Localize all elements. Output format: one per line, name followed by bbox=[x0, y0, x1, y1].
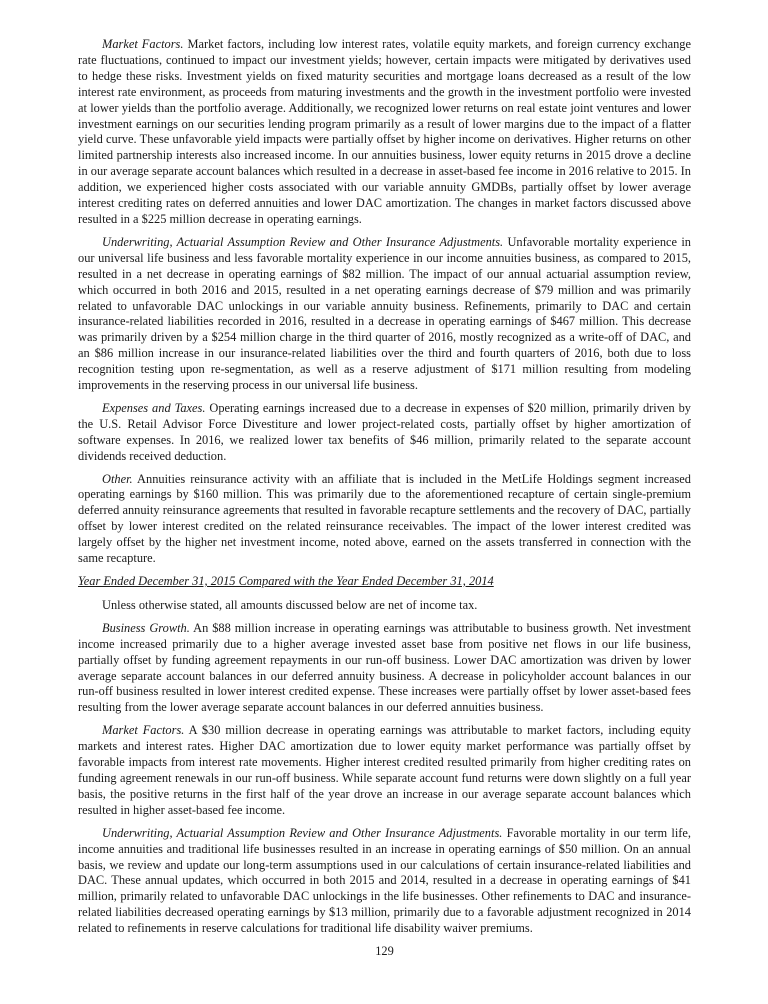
paragraph-market-factors-2016 bbox=[78, 37, 691, 228]
paragraph-lead: Other. bbox=[102, 471, 133, 486]
page-number: 129 bbox=[375, 944, 394, 959]
paragraph-underwriting-2016 bbox=[78, 235, 691, 394]
paragraph-lead: Underwriting, Actuarial Assumption Review and Other Insurance Adjustments. bbox=[102, 825, 503, 840]
paragraph-other-2016 bbox=[78, 472, 691, 567]
paragraph-body: Annuities reinsurance activity with an affiliate that is included in the MetLife Holdings segment increased operating earnings by $160 million. This was primarily due to the aforementioned recapture of certain single-premium deferred annuity reinsurance agreements that resulted in favorable recapture settlements and the recovery of DAC, partially offset by lower interest credited on the related reinsurance receivables. The impact of the lower interest credited was largely offset by the higher net investment income, noted above, earned on the assets transferred in connection with the same recapture. bbox=[78, 471, 691, 566]
paragraph-market-factors-2015 bbox=[78, 723, 691, 818]
paragraph-lead: Underwriting, Actuarial Assumption Review and Other Insurance Adjustments. bbox=[102, 234, 504, 249]
paragraph-body: Favorable mortality in our term life, income annuities and traditional life businesses resulted in an increase in operating earnings of $50 million. On an annual basis, we review and update our long-term assumptions used in our calculations of certain insurance-related liabilities and DAC. These annual updates, which occurred in both 2015 and 2014, resulted in a decrease in operating earnings of $41 million, primarily related to unfavorable DAC unlockings in the life businesses. Other refinements to DAC and insurance-related liabilities decreased operating earnings by $13 million, primarily due to a favorable adjustment recognized in 2014 related to refinements in reserve calculations for traditional life disability waiver premiums. bbox=[78, 825, 691, 936]
paragraph-business-growth-2015 bbox=[78, 621, 691, 716]
paragraph-body: A $30 million decrease in operating earnings was attributable to market factors, including equity markets and interest rates. Higher DAC amortization due to lower equity market performance was partially offset by favorable impacts from interest rate movements. Higher interest credited resulted primarily from higher crediting rates on funding agreement renewals in our run-off business. While separate account fund returns were down slightly on a full year basis, the positive returns in the first half of the year drove an increase in our average separate account balances which resulted in higher asset-based fee income. bbox=[78, 723, 691, 817]
paragraph-lead: Business Growth. bbox=[102, 620, 190, 635]
paragraph-expenses-taxes-2016 bbox=[78, 401, 691, 465]
paragraph-lead: Market Factors. bbox=[102, 723, 185, 738]
paragraph-body: An $88 million increase in operating earnings was attributable to business growth. Net investment income increased primarily due to a higher average invested asset base from positive net flows in our life business, partially offset by funding agreement repayments in our run-off business. Lower DAC amortization was driven by lower average separate account balances in our deferred annuity business. A decrease in policyholder account balances in our run-off business resulted in lower interest credited expense. These increases were partially offset by lower asset-based fees resulting from the lower average separate account balances in our deferred annuities business. bbox=[78, 620, 691, 715]
paragraph-body: Operating earnings increased due to a decrease in expenses of $20 million, primarily driven by the U.S. Retail Advisor Force Divestiture and lower project-related costs, partially offset by higher amortization of software expenses. In 2016, we realized lower tax benefits of $46 million, primarily related to the separate account dividends received deduction. bbox=[78, 400, 691, 463]
paragraph-lead: Market Factors. bbox=[102, 37, 184, 51]
paragraph-underwriting-2015 bbox=[78, 826, 691, 937]
section-heading-2015-vs-2014: Year Ended December 31, 2015 Compared with the Year Ended December 31, 2014 bbox=[78, 574, 494, 588]
note-net-of-income-tax: Unless otherwise stated, all amounts discussed below are net of income tax. bbox=[102, 597, 478, 612]
paragraph-lead: Expenses and Taxes. bbox=[102, 400, 206, 415]
paragraph-body: Unfavorable mortality experience in our universal life business and less favorable mortality experience in our income annuities business, as compared to 2015, resulted in a net decrease in operating earnings of $82 million. The impact of our annual actuarial assumption review, which occurred in both 2016 and 2015, resulted in a net operating earnings decrease of $79 million and was primarily related to unfavorable DAC unlockings in our variable annuity business. Refinements, primarily to DAC and certain insurance-related liabilities recorded in 2016, resulted in a decrease in operating earnings of $467 million. This decrease was primarily driven by a $254 million charge in the third quarter of 2016, mostly recognized as a write-off of DAC, and an $86 million increase in our insurance-related liabilities over the third and fourth quarters of 2016, both due to loss recognition testing upon re-segmentation, as well as a reserve adjustment of $171 million resulting from modeling improvements in the reserving process in our universal life business. bbox=[78, 234, 691, 393]
paragraph-body: Market factors, including low interest rates, volatile equity markets, and foreign currency exchange rate fluctuations, continued to impact our investment yields; however, certain impacts were mitigated by derivatives used to hedge these risks. Investment yields on fixed maturity securities and mortgage loans decreased as a result of the low interest rate environment, as proceeds from maturing investments and the growth in the investment portfolio were invested at lower yields than the portfolio average. Additionally, we recognized lower returns on real estate joint ventures and lower investment earnings on our securities lending program primarily as a result of lower margins due to the impact of a flatter yield curve. These unfavorable yield impacts were partially offset by higher income on derivatives. Higher returns on other limited partnership interests also increased income. In our annuities business, lower equity returns in 2015 drove a decline in our average separate account balances which resulted in a decrease in asset-based fee income in 2016 relative to 2015. In addition, we experienced higher costs associated with our variable annuity GMDBs, partially offset by lower average interest crediting rates on deferred annuities and lower DAC amortization. The changes in market factors discussed above resulted in a $225 million decrease in operating earnings. bbox=[78, 37, 691, 226]
